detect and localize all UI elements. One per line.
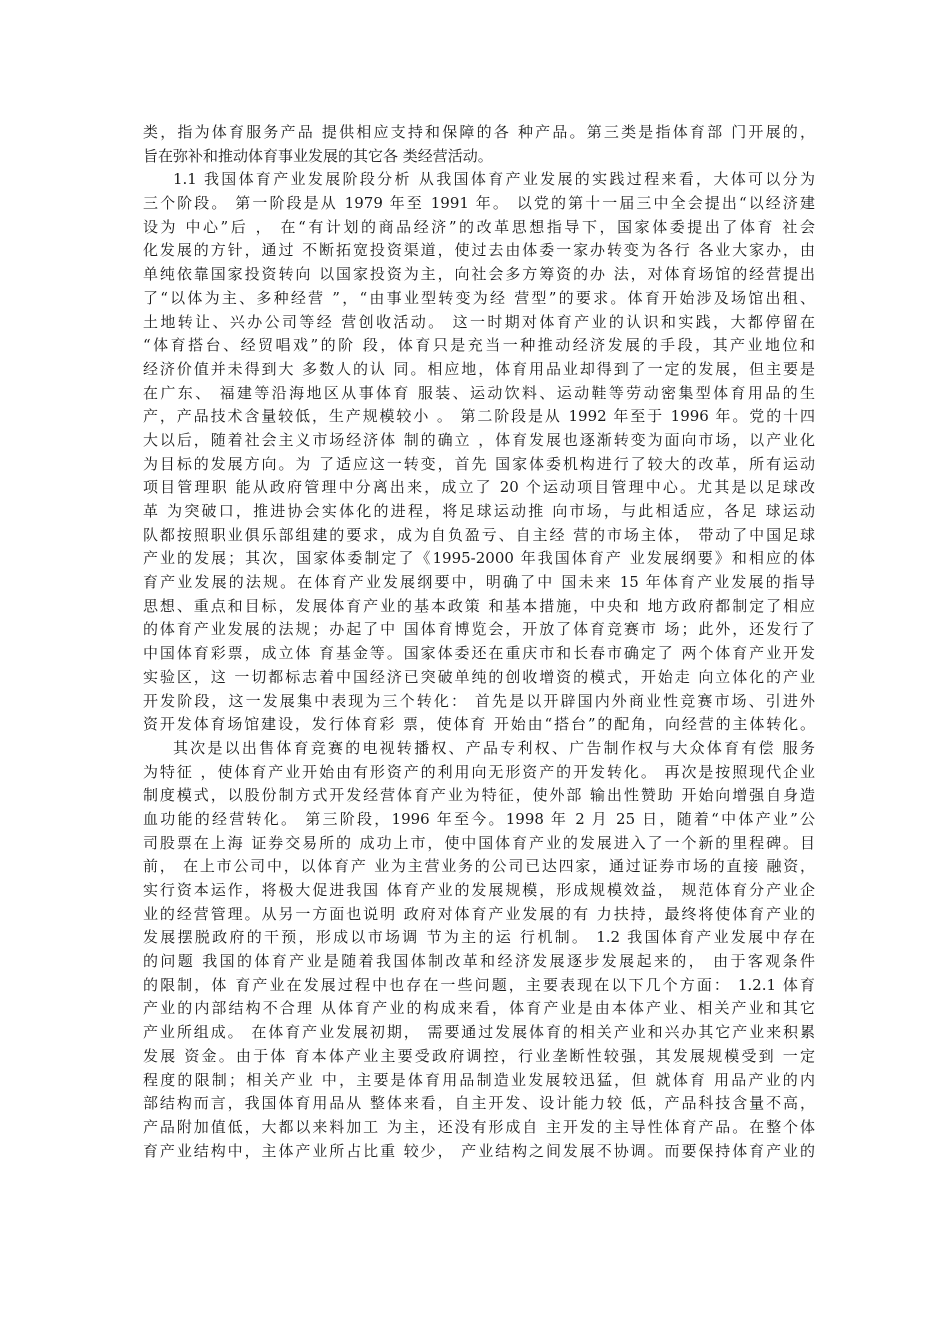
text-line: 实行资本运作，将极大促进我国 体育产业的发展规模，形成规模效益， 规范体育分产业企 [143,881,815,899]
text-line: 项目管理职 能从政府管理中分离出来，成立了 20 个运动项目管理中心。尤其是以足球改 [143,478,815,497]
text-line: 业的经营管理。从另一方面也说明 政府对体育产业发展的有 力扶持，最终将使体育产业的 [143,904,815,923]
text-line: 单纯依靠国家投资转向 以国家投资为主，向社会多方筹资的办 法，对体育场馆的经营提出 [143,265,815,284]
text-line: 中国体育彩票，成立体 育基金等。国家体委还在重庆市和长春市确定了 两个体育产业开发 [143,644,815,663]
text-line: 育产业发展的法规。在体育产业发展纲要中，明确了中 国未来 15 年体育产业发展的指导 [143,573,815,592]
text-line: 队都按照职业俱乐部组建的要求，成为自负盈亏、自主经 营的市场主体， 带动了中国足球 [143,525,815,544]
text-line: 制度模式，以股份制方式开发经营体育产业为特征，使外部 输出性赞助 开始向增强自身造 [143,786,815,805]
text-line: 为目标的发展方向。为 了适应这一转变，首先 国家体委机构进行了较大的改革，所有运动 [143,454,815,473]
text-line: 思想、重点和目标，发展体育产业的基本政策 和基本措施，中央和 地方政府都制定了相应 [143,596,815,615]
text-line: 经济价值并未得到大 多数人的认 同。相应地，体育用品业却得到了一定的发展，但主要是 [143,359,815,378]
text-line: 的限制，体 育产业在发展过程中也存在一些问题，主要表现在以下几个方面： 1.2.1 体育 [143,975,815,994]
text-line: 产业的内部结构不合理 从体育产业的构成来看，体育产业是由本体产业、相关产业和其它 [143,999,815,1018]
text-line: 在广东、 福建等沿海地区从事体育 服装、运动饮料、运动鞋等劳动密集型体育用品的生 [143,383,815,402]
text-line: 土地转让、兴办公司等经 营创收活动。 这一时期对体育产业的认识和实践，大都停留在 [143,312,815,331]
text-line: 发展摆脱政府的干预，形成以市场调 节为主的运 行机制。 1.2 我国体育产业发展中存在 [143,928,815,947]
text-line: 其次是以出售体育竞赛的电视转播权、产品专利权、广告制作权与大众体育有偿 服务 [173,738,815,757]
text-line: 产业所组成。 在体育产业发展初期， 需要通过发展体育的相关产业和兴办其它产业来积累 [143,1023,815,1042]
text-line: 资开发体育场馆建设，发行体育彩 票，使体育 开始由“搭台”的配角，向经营的主体转化。 [143,715,815,734]
text-line: 1.1 我国体育产业发展阶段分析 从我国体育产业发展的实践过程来看，大体可以分为 [173,170,815,189]
text-line: 革 为突破口，推进协会实体化的进程，将足球运动推 向市场，与此相适应，各足 球运动 [143,502,815,520]
text-line: 部结构而言，我国体育用品从 整体来看，自主开发、设计能力较 低，产品科技含量不高， [143,1094,815,1113]
text-line: 类，指为体育服务产品 提供相应支持和保障的各 种产品。第三类是指体育部 门开展的， [143,123,815,141]
text-line: 育产业结构中，主体产业所占比重 较少， 产业结构之间发展不协调。而要保持体育产业的 [143,1141,815,1160]
text-line: 了“以体为主、多种经营 ”，“由事业型转变为经 营型”的要求。体育开始涉及场馆出租、 [143,288,815,307]
text-line: 三个阶段。 第一阶段是从 1979 年至 1991 年。 以党的第十一届三中全会提出“以经济建 [143,194,815,213]
text-line: 开发阶段，这一发展集中表现为三个转化： 首先是以开辟国内外商业性竞赛市场、引进外 [143,691,815,710]
text-line: 程度的限制；相关产业 中，主要是体育用品制造业发展较迅猛，但 就体育 用品产业的内 [143,1070,815,1089]
text-line: 产，产品技术含量较低，生产规模较小 。 第二阶段是从 1992 年至于 1996 年。党的十四 [143,407,815,426]
text-line: 实验区，这 一切都标志着中国经济已突破单纯的创收增资的模式，开始走 向立体化的产业 [143,667,815,686]
text-line: 旨在弥补和推动体育事业发展的其它各 类经营活动。 [143,146,493,165]
body-text [143,121,815,1163]
text-line: 产业的发展；其次，国家体委制定了《1995-2000 年我国体育产 业发展纲要》和相应的体 [143,549,815,568]
text-line: “体育搭台、经贸唱戏”的阶 段，体育只是充当一种推动经济发展的手段，其产业地位和 [143,336,815,355]
text-line: 前， 在上市公司中，以体育产 业为主营业务的公司已达四家，通过证券市场的直接 融资， [143,857,815,876]
text-line: 产品附加值低，大都以来料加工 为主，还没有形成自 主开发的主导性体育产品。在整个体 [143,1117,815,1136]
text-line: 化发展的方针，通过 不断拓宽投资渠道，使过去由体委一家办转变为各行 各业大家办，由 [143,241,815,260]
text-line: 设为 中心”后 ， 在“有计划的商品经济”的改革思想指导下，国家体委提出了体育 社会 [143,217,815,236]
text-line: 大以后，随着社会主义市场经济体 制的确立 ，体育发展也逐渐转变为面向市场，以产业化 [143,430,815,449]
text-line: 血功能的经营转化。 第三阶段，1996 年至今。1998 年 2 月 25 日，随着“中体产业”公 [143,809,815,828]
text-line: 司股票在上海 证券交易所的 成功上市，使中国体育产业的发展进入了一个新的里程碑。目 [143,833,815,852]
text-line: 发展 资金。由于体 育本体产业主要受政府调控，行业垄断性较强，其发展规模受到 一定 [143,1046,815,1065]
text-line: 的问题 我国的体育产业是随着我国体制改革和经济发展逐步发展起来的， 由于客观条件 [143,952,815,971]
text-line: 为特征 ，使体育产业开始由有形资产的利用向无形资产的开发转化。 再次是按照现代企业 [143,762,815,781]
text-line: 的体育产业发展的法规；办起了中 国体育博览会，开放了体育竞赛市 场；此外，还发行了 [143,620,815,639]
